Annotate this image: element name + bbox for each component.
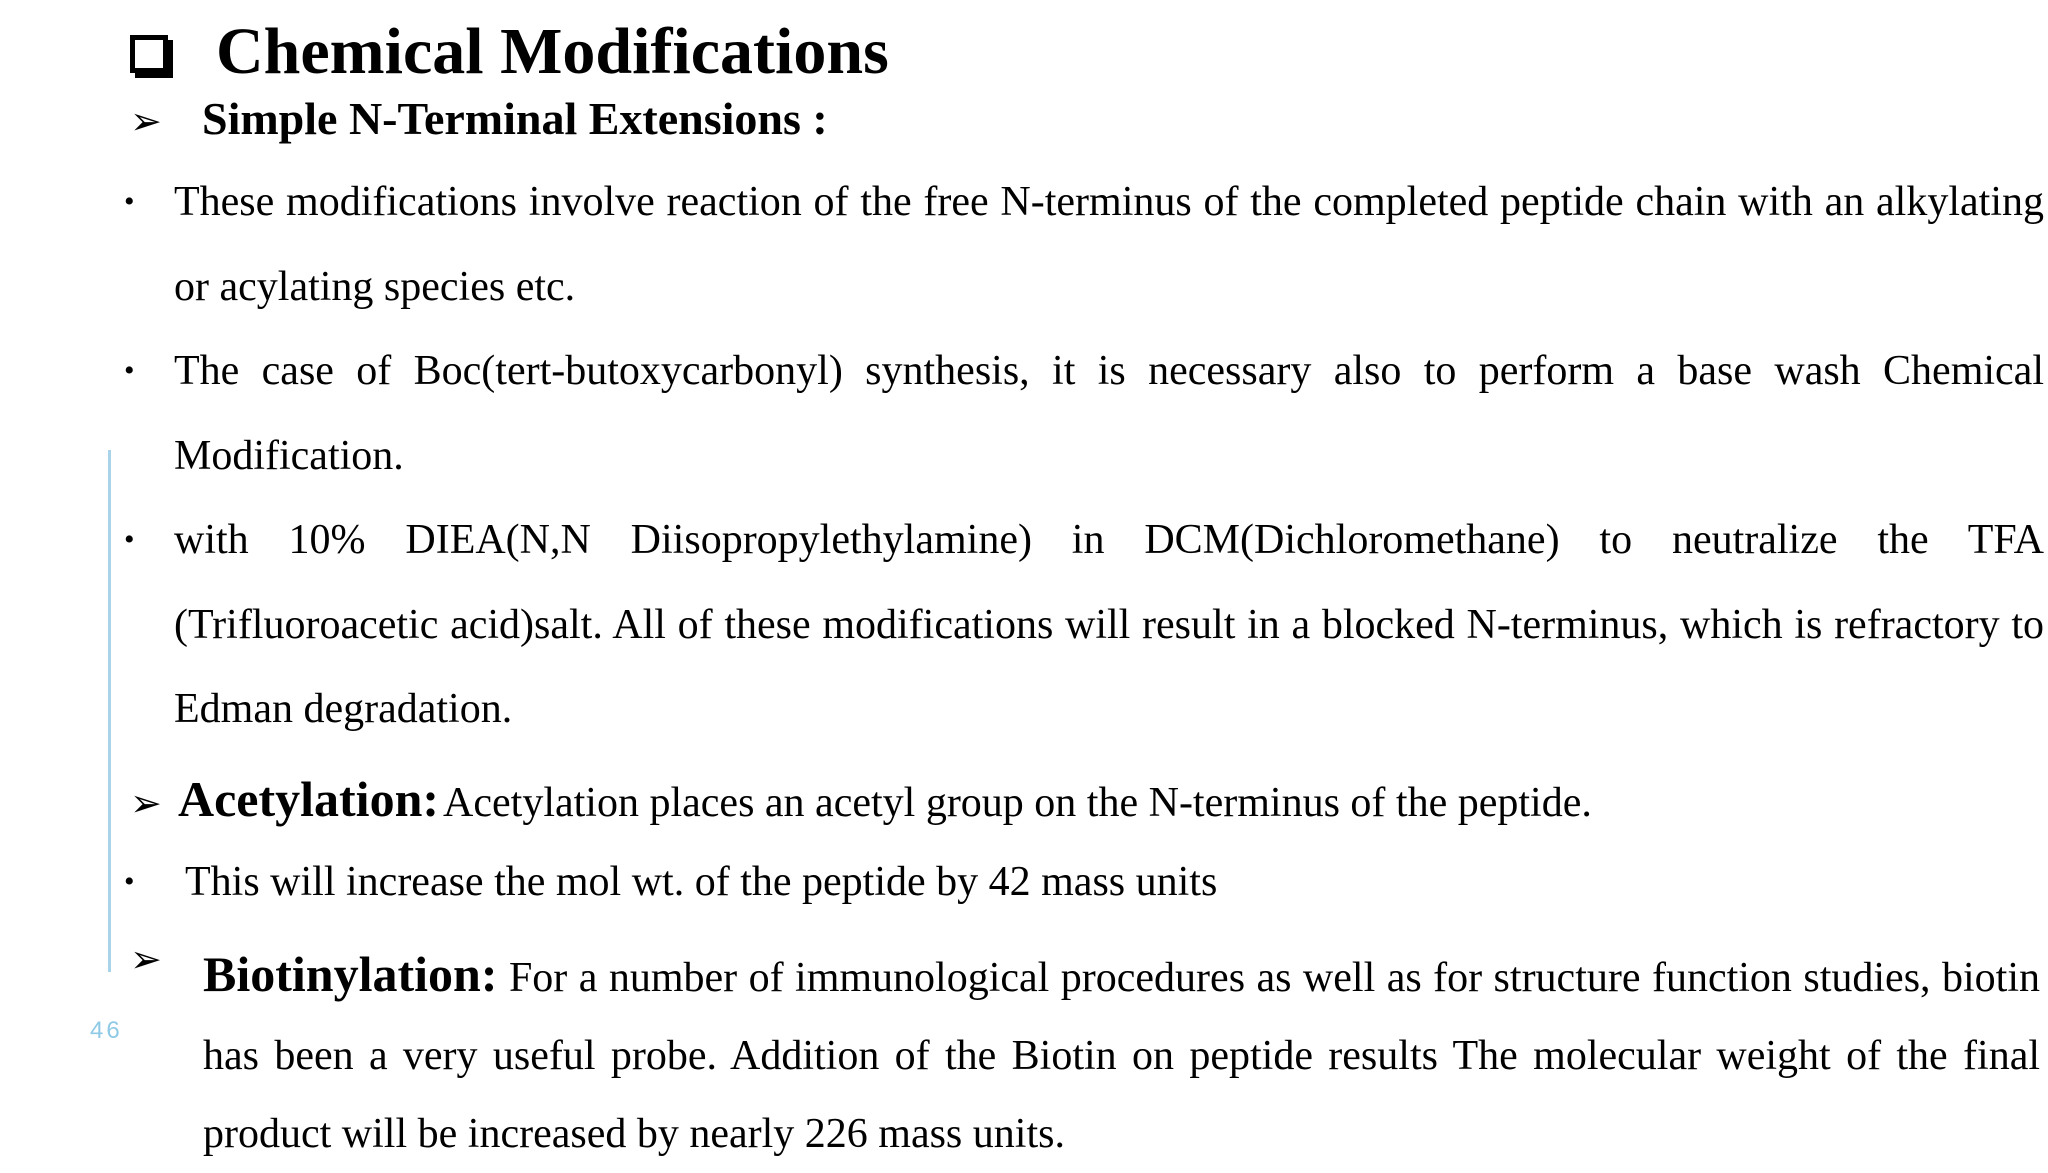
biotinylation-heading: Biotinylation: <box>203 946 498 1002</box>
list-item <box>124 840 2044 925</box>
biotinylation-body: For a number of immunological procedures as well as for structure function studies, biotin has been a very useful probe. Addition of the Biotin on peptide results The molecular weight of the final product will be increased by nearly 226 mass units. <box>203 955 2041 1157</box>
bullet-dot-icon: • <box>124 354 135 387</box>
biotinylation-block <box>130 935 2040 1173</box>
bullet-dot-icon: • <box>124 865 135 898</box>
acetylation-row <box>130 770 2040 828</box>
checkbox-icon <box>130 35 168 73</box>
slide-number: 46 <box>90 1017 123 1044</box>
list-item-text: The case of Boc(tert-butoxycarbonyl) synthesis, it is necessary also to perform a base wash Chemical Modification. <box>174 348 2044 479</box>
bullet-dot-icon: • <box>124 185 135 218</box>
arrow-bullet-icon: ➢ <box>130 937 162 981</box>
arrow-bullet-icon: ➢ <box>130 99 162 143</box>
acetylation-body: Acetylation places an acetyl group on the N-terminus of the peptide. <box>443 780 1592 826</box>
arrow-bullet-icon: ➢ <box>130 781 162 825</box>
biotinylation-paragraph <box>203 935 2040 1173</box>
title-row <box>130 8 889 96</box>
subsection-heading-row <box>130 92 828 145</box>
accent-line <box>108 450 111 972</box>
list-item <box>124 498 2044 752</box>
page-title: Chemical Modifications <box>216 15 889 88</box>
acetylation-heading: Acetylation: <box>178 771 440 827</box>
list-item <box>124 160 2044 329</box>
bullet-dot-icon: • <box>124 523 135 556</box>
subsection-heading: Simple N-Terminal Extensions : <box>202 93 828 144</box>
list-item-text: with 10% DIEA(N,N Diisopropylethylamine) in DCM(Dichloromethane) to neutralize the TFA (Trifluoroacetic acid)salt. All of these modifications will result in a blocked N-terminus, which is refractory to Edman degradation. <box>174 517 2044 732</box>
list-item <box>124 329 2044 498</box>
list-item-text: These modifications involve reaction of the free N-terminus of the completed peptide chain with an alkylating or acylating species etc. <box>174 179 2044 310</box>
list-item-text: This will increase the mol wt. of the peptide by 42 mass units <box>185 859 1218 905</box>
